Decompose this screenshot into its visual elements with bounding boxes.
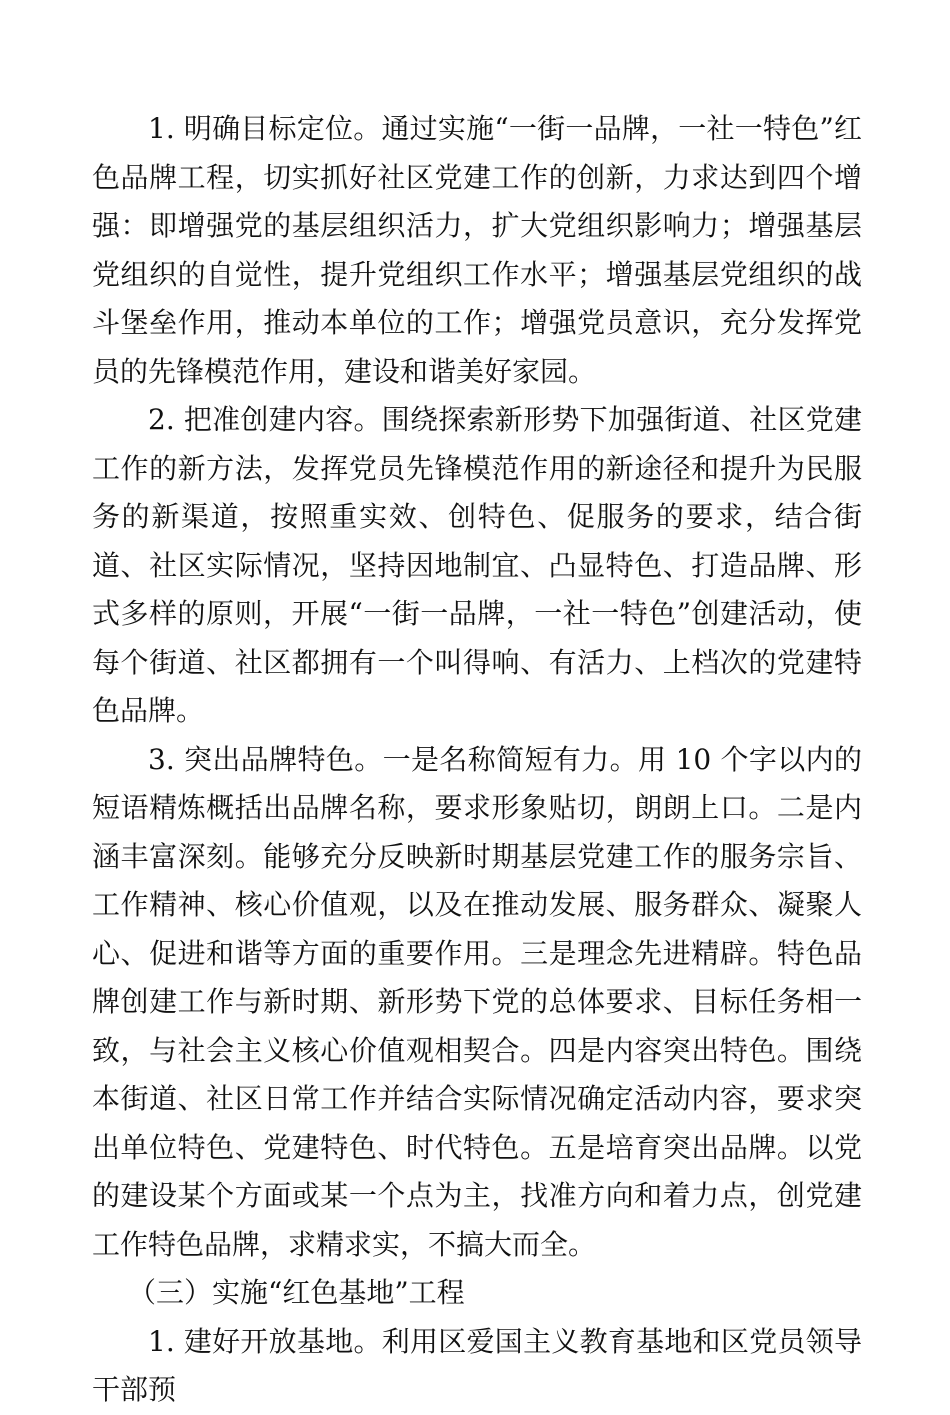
paragraph-content-creation: 2. 把准创建内容。围绕探索新形势下加强街道、社区党建工作的新方法，发挥党员先锋模范作用的新途径和提升为民服务的新渠道，按照重实效、创特色、促服务的要求，结合街道、社区实际情况，坚持因地制宜、凸显特色、打造品牌、形式多样的原则，开展“一街一品牌，一社一特色”创建活动，使每个街道、社区都拥有一个叫得响、有活力、上档次的党建特色品牌。: [92, 403, 862, 727]
document-page: [92, 105, 862, 1415]
paragraph-brand-features: 3. 突出品牌特色。一是名称简短有力。用 10 个字以内的短语精炼概括出品牌名称，要求形象贴切，朗朗上口。二是内涵丰富深刻。能够充分反映新时期基层党建工作的服务宗旨、工作精神、核心价值观，以及在推动发展、服务群众、凝聚人心、促进和谐等方面的重要作用。三是理念先进精辟。特色品牌创建工作与新时期、新形势下党的总体要求、目标任务相一致，与社会主义核心价值观相契合。四是内容突出特色。围绕本街道、社区日常工作并结合实际情况确定活动内容，要求突出单位特色、党建特色、时代特色。五是培育突出品牌。以党的建设某个方面或某一个点为主，找准方向和着力点，创党建工作特色品牌，求精求实，不搞大而全。: [92, 742, 862, 1261]
paragraph-open-base: 1. 建好开放基地。利用区爱国主义教育基地和区党员领导干部预: [92, 1324, 862, 1406]
section-heading: （三）实施“红色基地”工程: [128, 1276, 465, 1309]
paragraph-goal-positioning: 1. 明确目标定位。通过实施“一街一品牌，一社一特色”红色品牌工程，切实抓好社区党建工作的创新，力求达到四个增强：即增强党的基层组织活力，扩大党组织影响力；增强基层党组织的自觉性，提升党组织工作水平；增强基层党组织的战斗堡垒作用，推动本单位的工作；增强党员意识，充分发挥党员的先锋模范作用，建设和谐美好家园。: [92, 112, 862, 388]
